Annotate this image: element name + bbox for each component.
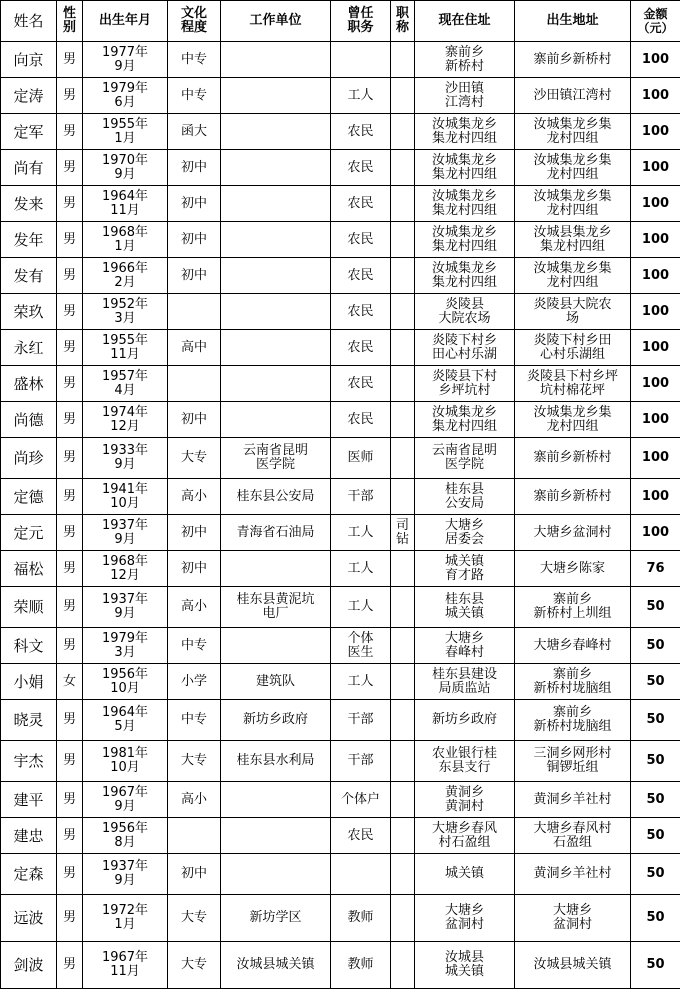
cell-title	[391, 78, 415, 114]
cell-gender: 男	[57, 258, 83, 294]
header-birth-date: 出生年月	[83, 1, 168, 42]
cell-gender: 男	[57, 186, 83, 222]
cell-work-unit	[221, 551, 331, 587]
cell-education: 中专	[168, 78, 221, 114]
cell-education: 函大	[168, 114, 221, 150]
cell-education: 初中	[168, 402, 221, 438]
cell-work-unit	[221, 114, 331, 150]
cell-former-position: 农民	[331, 818, 391, 854]
cell-work-unit: 青海省石油局	[221, 515, 331, 551]
cell-former-position: 农民	[331, 186, 391, 222]
cell-education: 初中	[168, 854, 221, 895]
cell-work-unit: 建筑队	[221, 664, 331, 700]
cell-birthplace: 寨前乡 新桥村垅脑组	[515, 700, 631, 741]
cell-former-position: 干部	[331, 479, 391, 515]
cell-birthplace: 汝城集龙乡集 龙村四组	[515, 114, 631, 150]
cell-current-address: 新坊乡政府	[415, 700, 515, 741]
cell-name: 向京	[1, 42, 57, 78]
cell-birth-date: 1967年 9月	[83, 782, 168, 818]
cell-former-position: 干部	[331, 741, 391, 782]
cell-work-unit: 新坊乡政府	[221, 700, 331, 741]
cell-gender: 男	[57, 818, 83, 854]
cell-title	[391, 551, 415, 587]
cell-former-position: 农民	[331, 366, 391, 402]
cell-name: 尚珍	[1, 438, 57, 479]
cell-amount: 100	[631, 479, 680, 515]
cell-work-unit: 桂东县黄泥坑 电厂	[221, 587, 331, 628]
table-row	[1, 895, 680, 942]
cell-birth-date: 1941年 10月	[83, 479, 168, 515]
cell-birthplace: 汝城集龙乡集 龙村四组	[515, 150, 631, 186]
cell-former-position: 个体户	[331, 782, 391, 818]
header-work-unit: 工作单位	[221, 1, 331, 42]
cell-former-position	[331, 42, 391, 78]
cell-name: 发有	[1, 258, 57, 294]
cell-gender: 男	[57, 78, 83, 114]
cell-gender: 男	[57, 366, 83, 402]
cell-amount: 50	[631, 628, 680, 664]
cell-current-address: 大塘乡 盆洞村	[415, 895, 515, 942]
cell-work-unit: 汝城县城关镇	[221, 942, 331, 989]
cell-birthplace: 汝城县城关镇	[515, 942, 631, 989]
cell-education: 中专	[168, 628, 221, 664]
cell-title	[391, 186, 415, 222]
cell-name: 荣顺	[1, 587, 57, 628]
cell-former-position: 干部	[331, 700, 391, 741]
cell-current-address: 汝城集龙乡 集龙村四组	[415, 402, 515, 438]
cell-work-unit	[221, 330, 331, 366]
cell-former-position	[331, 854, 391, 895]
cell-former-position: 农民	[331, 258, 391, 294]
cell-current-address: 汝城集龙乡 集龙村四组	[415, 114, 515, 150]
cell-education: 高小	[168, 782, 221, 818]
cell-education: 高小	[168, 587, 221, 628]
cell-name: 宇杰	[1, 741, 57, 782]
header-name: 姓名	[1, 1, 57, 42]
cell-birthplace: 黄洞乡羊社村	[515, 854, 631, 895]
cell-title	[391, 942, 415, 989]
cell-amount: 100	[631, 78, 680, 114]
cell-current-address: 汝城集龙乡 集龙村四组	[415, 150, 515, 186]
cell-birth-date: 1968年 1月	[83, 222, 168, 258]
cell-amount: 100	[631, 438, 680, 479]
table-row	[1, 664, 680, 700]
cell-name: 定元	[1, 515, 57, 551]
cell-birthplace: 汝城集龙乡集 龙村四组	[515, 258, 631, 294]
table-row	[1, 366, 680, 402]
cell-birthplace: 汝城集龙乡集 龙村四组	[515, 402, 631, 438]
cell-current-address: 大塘乡 居委会	[415, 515, 515, 551]
cell-former-position: 教师	[331, 895, 391, 942]
cell-title	[391, 818, 415, 854]
cell-birthplace: 寨前乡 新桥村上圳组	[515, 587, 631, 628]
cell-title	[391, 366, 415, 402]
table-row	[1, 150, 680, 186]
cell-birth-date: 1972年 1月	[83, 895, 168, 942]
cell-birth-date: 1979年 3月	[83, 628, 168, 664]
cell-name: 定涛	[1, 78, 57, 114]
cell-amount: 100	[631, 186, 680, 222]
header-birthplace: 出生地址	[515, 1, 631, 42]
cell-title	[391, 895, 415, 942]
cell-title	[391, 782, 415, 818]
cell-name: 发来	[1, 186, 57, 222]
cell-birth-date: 1956年 8月	[83, 818, 168, 854]
cell-work-unit	[221, 258, 331, 294]
cell-gender: 男	[57, 438, 83, 479]
header-education: 文化 程度	[168, 1, 221, 42]
cell-title	[391, 664, 415, 700]
cell-current-address: 炎陵县下村 乡坪坑村	[415, 366, 515, 402]
cell-title	[391, 258, 415, 294]
cell-name: 剑波	[1, 942, 57, 989]
cell-current-address: 炎陵下村乡 田心村乐湖	[415, 330, 515, 366]
cell-amount: 76	[631, 551, 680, 587]
table-row	[1, 700, 680, 741]
table-row	[1, 628, 680, 664]
cell-current-address: 汝城县 城关镇	[415, 942, 515, 989]
cell-gender: 男	[57, 628, 83, 664]
cell-work-unit	[221, 186, 331, 222]
cell-gender: 男	[57, 515, 83, 551]
cell-birthplace: 炎陵县下村乡坪 坑村棉花坪	[515, 366, 631, 402]
table-row	[1, 515, 680, 551]
cell-work-unit	[221, 222, 331, 258]
cell-work-unit	[221, 782, 331, 818]
cell-work-unit: 桂东县公安局	[221, 479, 331, 515]
cell-amount: 50	[631, 700, 680, 741]
cell-work-unit: 桂东县水利局	[221, 741, 331, 782]
cell-former-position: 个体 医生	[331, 628, 391, 664]
cell-title	[391, 741, 415, 782]
cell-work-unit	[221, 294, 331, 330]
cell-amount: 50	[631, 818, 680, 854]
cell-birth-date: 1933年 9月	[83, 438, 168, 479]
cell-amount: 50	[631, 895, 680, 942]
cell-birthplace: 炎陵县大院农 场	[515, 294, 631, 330]
cell-amount: 100	[631, 222, 680, 258]
cell-former-position: 工人	[331, 551, 391, 587]
table-row	[1, 782, 680, 818]
cell-title	[391, 222, 415, 258]
cell-former-position: 教师	[331, 942, 391, 989]
cell-current-address: 大塘乡 春峰村	[415, 628, 515, 664]
cell-education: 高中	[168, 330, 221, 366]
table-row	[1, 42, 680, 78]
cell-name: 永红	[1, 330, 57, 366]
cell-birthplace: 黄洞乡羊社村	[515, 782, 631, 818]
cell-former-position: 工人	[331, 587, 391, 628]
cell-current-address: 炎陵县 大院农场	[415, 294, 515, 330]
cell-former-position: 农民	[331, 114, 391, 150]
cell-name: 盛林	[1, 366, 57, 402]
table-row	[1, 330, 680, 366]
cell-name: 建平	[1, 782, 57, 818]
cell-gender: 男	[57, 402, 83, 438]
cell-birth-date: 1955年 11月	[83, 330, 168, 366]
table-row	[1, 222, 680, 258]
cell-current-address: 汝城集龙乡 集龙村四组	[415, 258, 515, 294]
cell-education: 初中	[168, 150, 221, 186]
cell-title	[391, 294, 415, 330]
cell-amount: 100	[631, 258, 680, 294]
cell-former-position: 工人	[331, 664, 391, 700]
cell-title	[391, 402, 415, 438]
cell-gender: 男	[57, 854, 83, 895]
cell-birth-date: 1977年 9月	[83, 42, 168, 78]
cell-title	[391, 330, 415, 366]
cell-name: 定德	[1, 479, 57, 515]
cell-birth-date: 1937年 9月	[83, 587, 168, 628]
cell-education: 初中	[168, 515, 221, 551]
cell-current-address: 桂东县 城关镇	[415, 587, 515, 628]
cell-current-address: 云南省昆明 医学院	[415, 438, 515, 479]
cell-former-position: 农民	[331, 330, 391, 366]
cell-birthplace: 大塘乡 盆洞村	[515, 895, 631, 942]
cell-birth-date: 1937年 9月	[83, 515, 168, 551]
table-row	[1, 258, 680, 294]
cell-work-unit	[221, 366, 331, 402]
cell-gender: 男	[57, 330, 83, 366]
table-row	[1, 402, 680, 438]
cell-education: 大专	[168, 438, 221, 479]
cell-birth-date: 1979年 6月	[83, 78, 168, 114]
cell-work-unit	[221, 402, 331, 438]
cell-gender: 男	[57, 42, 83, 78]
cell-birthplace: 寨前乡 新桥村垅脑组	[515, 664, 631, 700]
cell-title	[391, 479, 415, 515]
cell-birthplace: 汝城县集龙乡 集龙村四组	[515, 222, 631, 258]
cell-education	[168, 818, 221, 854]
header-title: 职 称	[391, 1, 415, 42]
cell-work-unit: 新坊学区	[221, 895, 331, 942]
cell-current-address: 寨前乡 新桥村	[415, 42, 515, 78]
cell-name: 小娟	[1, 664, 57, 700]
cell-current-address: 城关镇 育才路	[415, 551, 515, 587]
cell-former-position: 工人	[331, 78, 391, 114]
cell-education: 中专	[168, 42, 221, 78]
header-row	[1, 1, 680, 42]
cell-birth-date: 1981年 10月	[83, 741, 168, 782]
cell-birthplace: 炎陵下村乡田 心村乐湖组	[515, 330, 631, 366]
cell-birth-date: 1970年 9月	[83, 150, 168, 186]
cell-current-address: 汝城集龙乡 集龙村四组	[415, 186, 515, 222]
cell-gender: 男	[57, 222, 83, 258]
cell-gender: 男	[57, 700, 83, 741]
cell-current-address: 汝城集龙乡 集龙村四组	[415, 222, 515, 258]
cell-former-position: 农民	[331, 222, 391, 258]
cell-name: 尚德	[1, 402, 57, 438]
cell-title	[391, 438, 415, 479]
cell-title	[391, 42, 415, 78]
cell-work-unit: 云南省昆明 医学院	[221, 438, 331, 479]
header-gender: 性 别	[57, 1, 83, 42]
cell-title	[391, 854, 415, 895]
cell-birthplace: 三洞乡网形村 铜锣坵组	[515, 741, 631, 782]
cell-name: 尚有	[1, 150, 57, 186]
table-row	[1, 551, 680, 587]
cell-birth-date: 1967年 11月	[83, 942, 168, 989]
cell-gender: 男	[57, 782, 83, 818]
cell-work-unit	[221, 818, 331, 854]
cell-education	[168, 294, 221, 330]
table-row	[1, 186, 680, 222]
cell-birthplace: 大塘乡陈家	[515, 551, 631, 587]
cell-title: 司 钻	[391, 515, 415, 551]
cell-gender: 男	[57, 895, 83, 942]
cell-work-unit	[221, 628, 331, 664]
header-current-address: 现在住址	[415, 1, 515, 42]
cell-name: 建忠	[1, 818, 57, 854]
cell-work-unit	[221, 42, 331, 78]
cell-title	[391, 114, 415, 150]
header-former-position: 曾任 职务	[331, 1, 391, 42]
cell-birthplace: 寨前乡新桥村	[515, 479, 631, 515]
cell-birth-date: 1966年 2月	[83, 258, 168, 294]
cell-amount: 50	[631, 942, 680, 989]
cell-birthplace: 大塘乡春风村 石盈组	[515, 818, 631, 854]
cell-birth-date: 1937年 9月	[83, 854, 168, 895]
cell-birth-date: 1964年 5月	[83, 700, 168, 741]
cell-birth-date: 1964年 11月	[83, 186, 168, 222]
cell-education: 大专	[168, 895, 221, 942]
cell-title	[391, 700, 415, 741]
cell-current-address: 桂东县 公安局	[415, 479, 515, 515]
cell-education: 大专	[168, 942, 221, 989]
cell-title	[391, 150, 415, 186]
table-row	[1, 942, 680, 989]
cell-name: 晓灵	[1, 700, 57, 741]
cell-name: 远波	[1, 895, 57, 942]
cell-education	[168, 366, 221, 402]
cell-current-address: 大塘乡春风 村石盈组	[415, 818, 515, 854]
table-row	[1, 587, 680, 628]
cell-name: 定军	[1, 114, 57, 150]
cell-work-unit	[221, 78, 331, 114]
cell-education: 初中	[168, 186, 221, 222]
cell-name: 荣玖	[1, 294, 57, 330]
cell-former-position: 医师	[331, 438, 391, 479]
cell-former-position: 农民	[331, 402, 391, 438]
cell-education: 小学	[168, 664, 221, 700]
table-body	[1, 42, 680, 989]
cell-name: 发年	[1, 222, 57, 258]
cell-current-address: 沙田镇 江湾村	[415, 78, 515, 114]
cell-birthplace: 汝城集龙乡集 龙村四组	[515, 186, 631, 222]
cell-amount: 100	[631, 515, 680, 551]
cell-birthplace: 寨前乡新桥村	[515, 42, 631, 78]
cell-former-position: 农民	[331, 150, 391, 186]
cell-amount: 100	[631, 294, 680, 330]
cell-name: 科文	[1, 628, 57, 664]
cell-gender: 男	[57, 114, 83, 150]
table-row	[1, 818, 680, 854]
cell-gender: 男	[57, 150, 83, 186]
table-row	[1, 78, 680, 114]
cell-gender: 男	[57, 741, 83, 782]
cell-birthplace: 大塘乡春峰村	[515, 628, 631, 664]
cell-gender: 女	[57, 664, 83, 700]
cell-amount: 100	[631, 114, 680, 150]
cell-education: 初中	[168, 258, 221, 294]
cell-amount: 50	[631, 664, 680, 700]
cell-title	[391, 628, 415, 664]
cell-amount: 50	[631, 587, 680, 628]
cell-former-position: 农民	[331, 294, 391, 330]
cell-birth-date: 1968年 12月	[83, 551, 168, 587]
cell-amount: 100	[631, 42, 680, 78]
cell-name: 定森	[1, 854, 57, 895]
cell-gender: 男	[57, 551, 83, 587]
cell-education: 初中	[168, 222, 221, 258]
cell-education: 中专	[168, 700, 221, 741]
cell-education: 高小	[168, 479, 221, 515]
table-row	[1, 854, 680, 895]
cell-amount: 50	[631, 741, 680, 782]
cell-birthplace: 寨前乡新桥村	[515, 438, 631, 479]
cell-gender: 男	[57, 479, 83, 515]
cell-former-position: 工人	[331, 515, 391, 551]
cell-title	[391, 587, 415, 628]
cell-current-address: 农业银行桂 东县支行	[415, 741, 515, 782]
cell-name: 福松	[1, 551, 57, 587]
cell-education: 初中	[168, 551, 221, 587]
cell-birthplace: 沙田镇江湾村	[515, 78, 631, 114]
cell-birth-date: 1974年 12月	[83, 402, 168, 438]
cell-current-address: 黄洞乡 黄洞村	[415, 782, 515, 818]
cell-work-unit	[221, 854, 331, 895]
header-amount: 金额 （元）	[631, 1, 680, 42]
cell-amount: 100	[631, 402, 680, 438]
cell-birth-date: 1955年 1月	[83, 114, 168, 150]
cell-birth-date: 1957年 4月	[83, 366, 168, 402]
table-row	[1, 741, 680, 782]
cell-current-address: 城关镇	[415, 854, 515, 895]
cell-birth-date: 1952年 3月	[83, 294, 168, 330]
cell-amount: 100	[631, 330, 680, 366]
cell-amount: 100	[631, 366, 680, 402]
cell-birth-date: 1956年 10月	[83, 664, 168, 700]
cell-amount: 50	[631, 854, 680, 895]
table-row	[1, 438, 680, 479]
cell-birthplace: 大塘乡盆洞村	[515, 515, 631, 551]
cell-gender: 男	[57, 294, 83, 330]
table-row	[1, 114, 680, 150]
table-row	[1, 479, 680, 515]
cell-amount: 50	[631, 782, 680, 818]
cell-gender: 男	[57, 942, 83, 989]
cell-gender: 男	[57, 587, 83, 628]
cell-work-unit	[221, 150, 331, 186]
cell-amount: 100	[631, 150, 680, 186]
cell-current-address: 桂东县建设 局质监站	[415, 664, 515, 700]
table-row	[1, 294, 680, 330]
cell-education: 大专	[168, 741, 221, 782]
